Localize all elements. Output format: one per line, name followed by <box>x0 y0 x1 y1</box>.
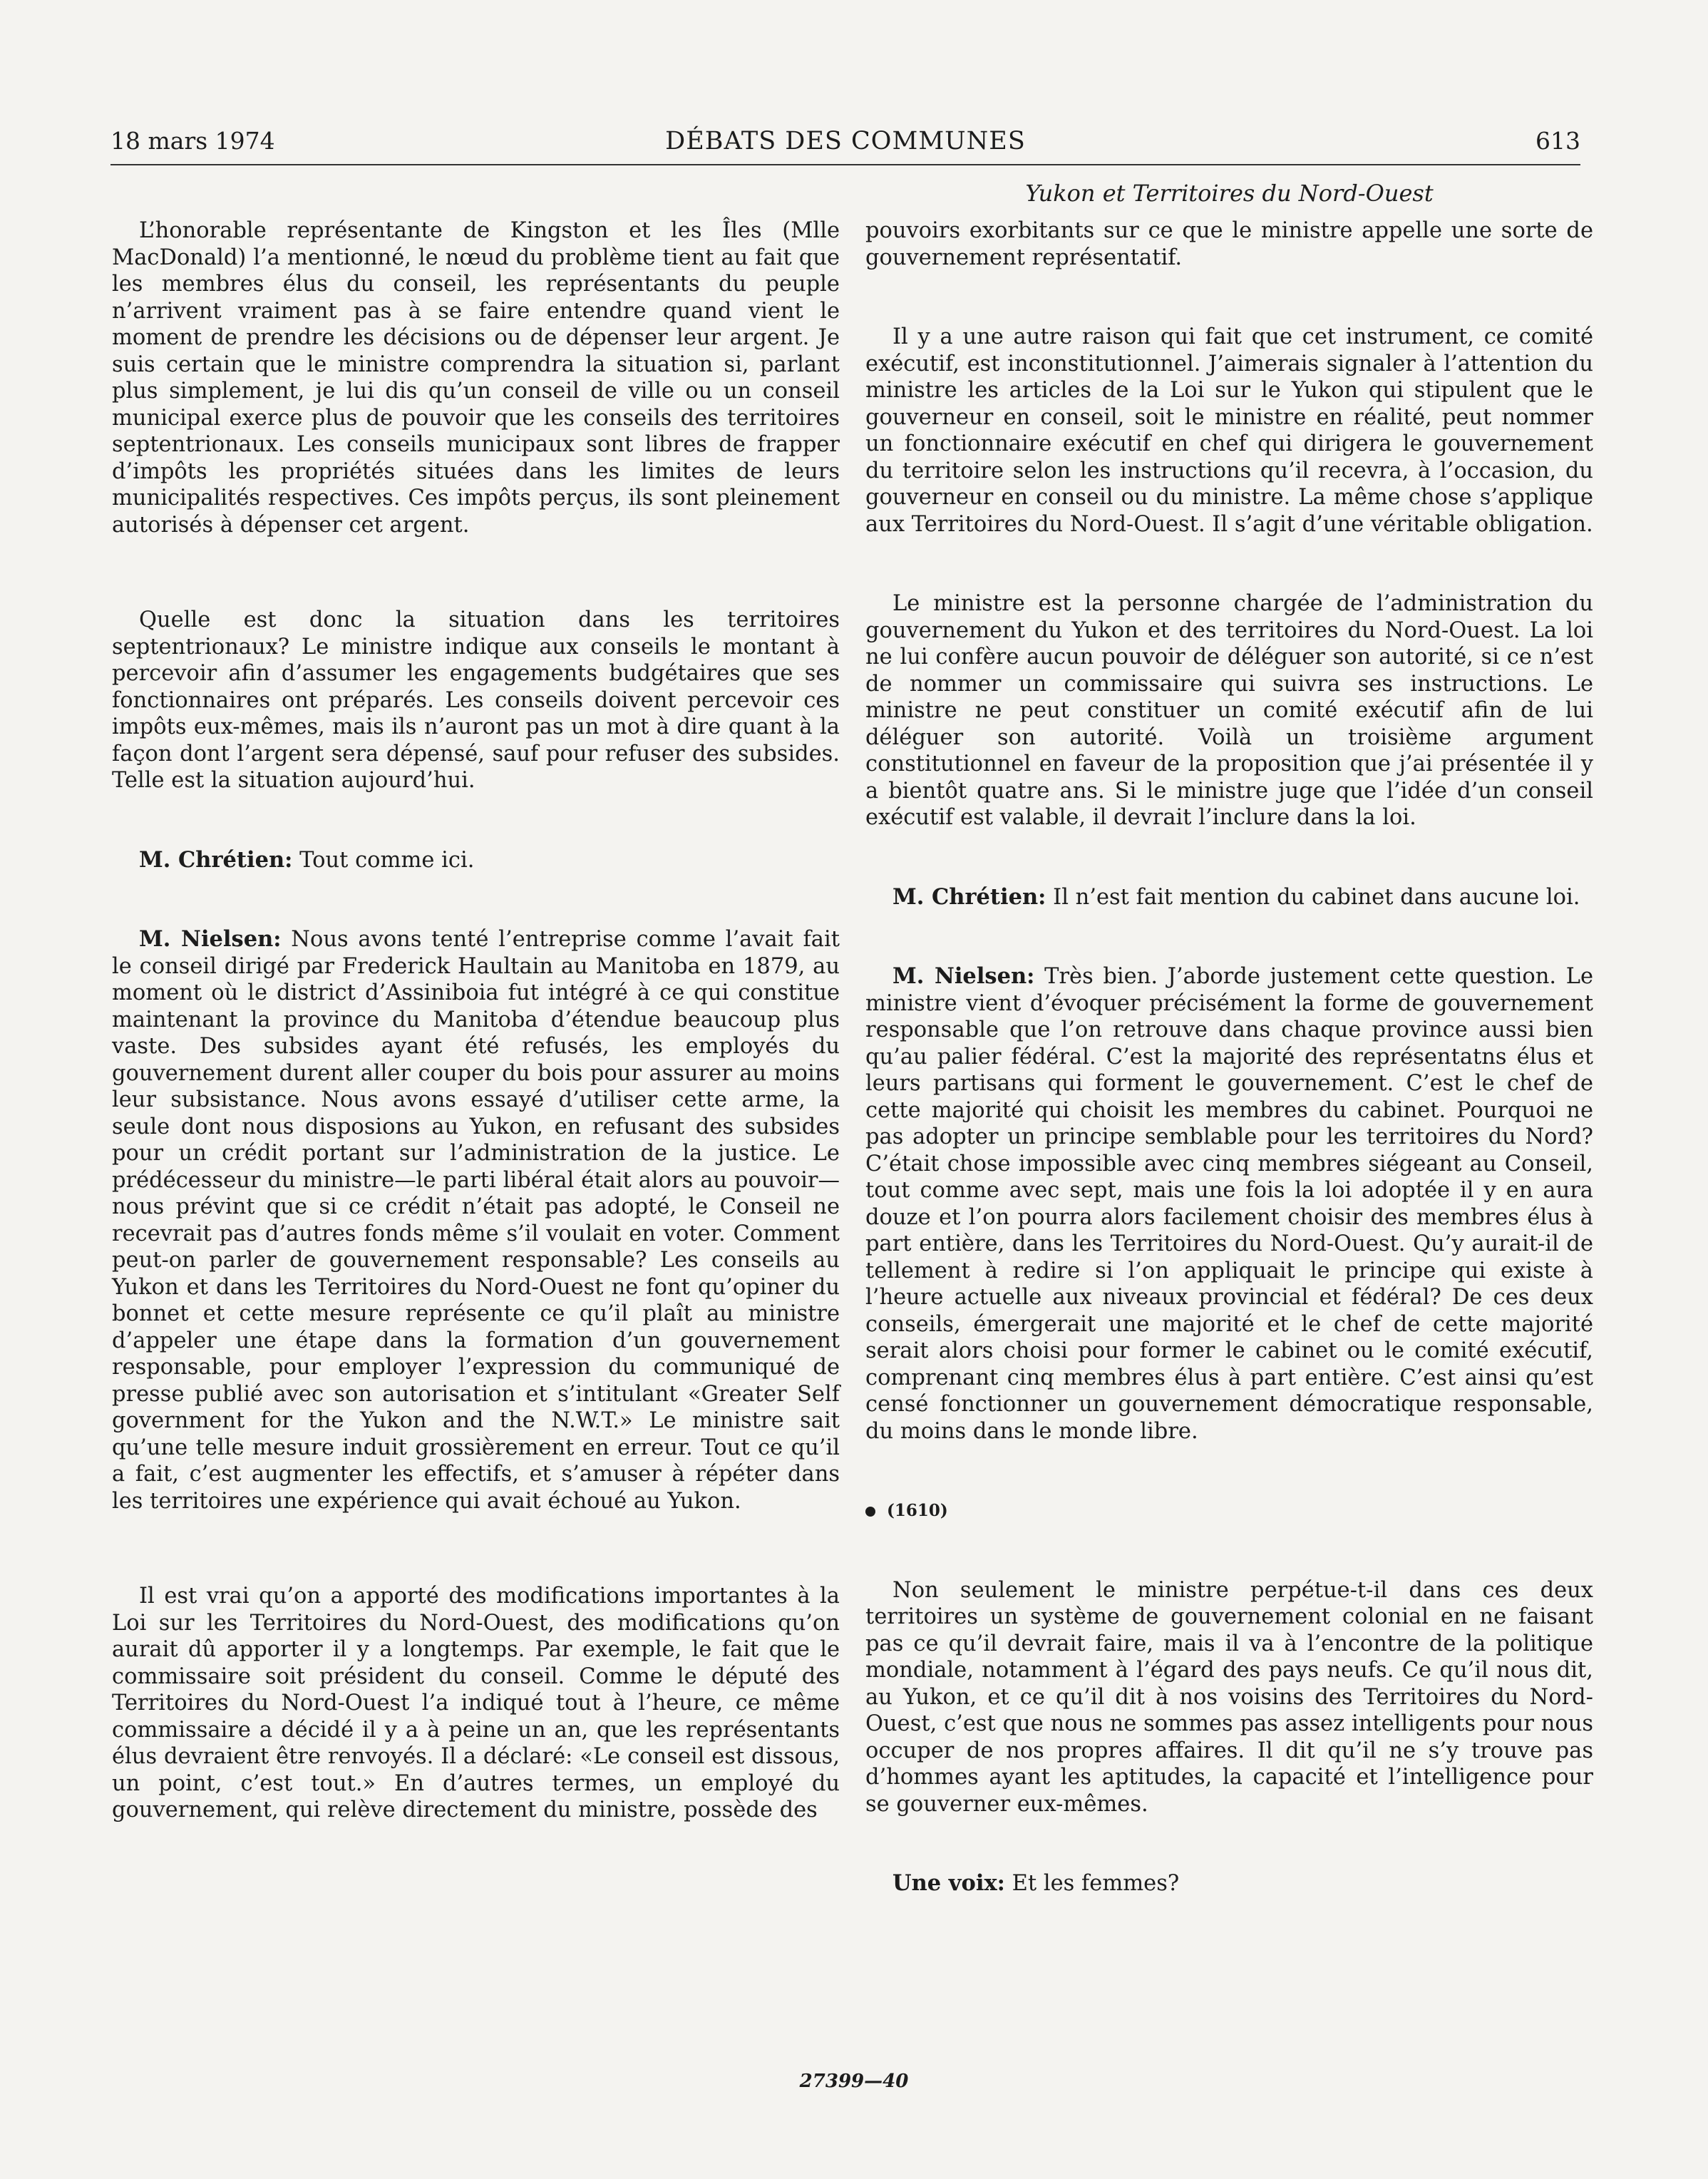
right-column <box>865 217 1593 1897</box>
speaker-name: Une voix: <box>892 1870 1005 1896</box>
header-date: 18 mars 1974 <box>110 127 275 155</box>
speech <box>865 963 1593 1445</box>
speaker-name: M. Nielsen: <box>892 963 1035 989</box>
page-header <box>110 123 1580 165</box>
paragraph: Quelle est donc la situation dans les territoires septentrionaux? Le ministre indique aux conseils le montant à percevoir afin d’assumer les engagements budgétaires que ses fonctionnaires ont préparés. Les conseils doivent percevoir ces impôts eux-mêmes, mais ils n’auront pas un mot à dire quant à la façon dont l’argent sera dépensé, sauf pour refuser des subsides. Telle est la situation aujourd’hui. <box>112 607 840 793</box>
time-marker-text: (1610) <box>887 1501 948 1520</box>
paragraph: Le ministre est la personne chargée de l’administration du gouvernement du Yukon et des territoires du Nord-Ouest. La loi ne lui confère aucun pouvoir de déléguer son autorité, si ce n’est de nommer un commissaire qui suivra ses instructions. Le ministre ne peut constituer un comité exécutif afin de lui déléguer son autorité. Voilà un troisième argument constitutionnel en faveur de la proposition que j’ai présentée il y a bientôt quatre ans. Si le ministre juge que l’idée d’un conseil exécutif est valable, il devrait l’inclure dans la loi. <box>865 591 1593 830</box>
header-page-number: 613 <box>1535 127 1580 155</box>
paragraph: pouvoirs exorbitants sur ce que le ministre appelle une sorte de gouvernement représentatif. <box>865 218 1593 270</box>
speech-text: Tout comme ici. <box>299 847 475 873</box>
speaker-name: M. Chrétien: <box>892 883 1046 910</box>
paragraph: L’honorable représentante de Kingston et les Îles (Mlle MacDonald) l’a mentionné, le nœud du problème tient au fait que les membres élus du conseil, les représentants du peuple n’arrivent vraiment pas à se faire entendre quand vient le moment de prendre les décisions ou de dépenser leur argent. Je suis certain que le ministre comprendra la situation si, parlant plus simplement, je lui dis qu’un conseil de ville ou un conseil municipal exerce plus de pouvoir que les conseils des territoires septentrionaux. Les conseils municipaux sont libres de frapper d’impôts les propriétés situées dans les limites de leurs municipalités respectives. Ces impôts perçus, ils sont pleinement autorisés à dépenser cet argent. <box>112 218 840 538</box>
speaker-name: M. Chrétien: <box>139 846 293 873</box>
speech <box>112 847 840 874</box>
speech <box>865 1870 1593 1897</box>
speech-text: Il n’est fait mention du cabinet dans aucune loi. <box>1053 884 1580 910</box>
speech <box>112 926 840 1514</box>
speaker-name: M. Nielsen: <box>139 926 282 952</box>
page-footer-code: 27399—40 <box>799 2071 909 2092</box>
paragraph: Il est vrai qu’on a apporté des modifications importantes à la Loi sur les Territoires du Nord-Ouest, des modifications qu’on aurait dû apporter il y a longtemps. Par exemple, le fait que le commissaire soit président du conseil. Comme le député des Territoires du Nord-Ouest l’a indiqué tout à l’heure, ce même commissaire a décidé il y a à peine un an, que les représentants élus devraient être renvoyés. Il a déclaré: «Le conseil est dissous, un point, c’est tout.» En d’autres termes, un employé du gouvernement, qui relève directement du ministre, possède des <box>112 1584 840 1822</box>
speech-text: Nous avons tenté l’entreprise comme l’avait fait le conseil dirigé par Frederick Haultain au Manitoba en 1879, au moment où le district d’Assiniboia fut intégré à ce qui constitue maintenant la province du Manitoba d’étendue beaucoup plus vaste. Des subsides ayant été refusés, les employés du gouvernement durent aller couper du bois pour assurer au moins leur subsistance. Nous avons essayé d’utiliser cette arme, la seule dont nous disposions au Yukon, en refusant des subsides pour un crédit portant sur l’administration de la justice. Le prédécesseur du ministre—le parti libéral était alors au pouvoir—nous prévint que si ce crédit n’était pas adopté, le Conseil ne recevrait pas d’autres fonds même s’il voulait en voter. Comment peut-on parler de gouvernement responsable? Les conseils au Yukon et dans les Territoires du Nord-Ouest ne font qu’opiner du bonnet et cette mesure représente ce qu’il plaît au ministre d’appeler une étape dans la formation d’un gouvernement responsable, pour employer l’expression du communiqué de presse publié avec son autorisation et s’intitulant «Greater Self government for the Yukon and the N.W.T.» Le ministre sait qu’une telle mesure induit grossièrement en erreur. Tout ce qu’il a fait, c’est augmenter les effectifs, et s’amuser à répéter dans les territoires une expérience qui avait échoué au Yukon. <box>112 927 840 1514</box>
section-subheading: Yukon et Territoires du Nord-Ouest <box>1025 180 1434 207</box>
header-title: DÉBATS DES COMMUNES <box>665 127 1026 155</box>
header-rule <box>110 164 1580 165</box>
time-marker <box>865 1497 1593 1524</box>
paragraph: Il y a une autre raison qui fait que cet instrument, ce comité exécutif, est inconstitutionnel. J’aimerais signaler à l’attention du ministre les articles de la Loi sur le Yukon qui stipulent que le gouverneur en conseil, soit le ministre en réalité, peut nommer un fonctionnaire exécutif en chef qui dirigera le gouvernement du territoire selon les instructions qu’il recevra, à l’occasion, du gouverneur en conseil ou du ministre. La même chose s’applique aux Territoires du Nord-Ouest. Il s’agit d’une véritable obligation. <box>865 324 1593 537</box>
paragraph: Non seulement le ministre perpétue-t-il dans ces deux territoires un système de gouvernement colonial en ne faisant pas ce qu’il devrait faire, mais il va à l’encontre de la politique mondiale, notamment à l’égard des pays neufs. Ce qu’il nous dit, au Yukon, et ce qu’il dit à nos voisins des Territoires du Nord-Ouest, c’est que nous ne sommes pas assez intelligents pour nous occuper de nos propres affaires. Il dit qu’il ne s’y trouve pas d’hommes ayant les aptitudes, la capacité et l’intelligence pour se gouverner eux-mêmes. <box>865 1577 1593 1817</box>
bullet-dot-icon <box>865 1507 875 1517</box>
speech <box>865 884 1593 911</box>
speech-text: Et les femmes? <box>1012 1871 1180 1896</box>
left-column <box>112 217 840 1824</box>
speech-text: Très bien. J’aborde justement cette question. Le ministre vient d’évoquer précisément la forme de gouvernement responsable que l’on retrouve dans chaque province aussi bien qu’au palier fédéral. C’est la majorité des représentatns élus et leurs partisans qui forment le gouvernement. C’est le chef de cette majorité qui choisit les membres du cabinet. Pourquoi ne pas adopter un principe semblable pour les territoires du Nord? C’était chose impossible avec cinq membres siégeant au Conseil, tout comme avec sept, mais une fois la loi adoptée il y en aura douze et l’on pourra alors facilement choisir des membres élus à part entière, dans les Territoires du Nord-Ouest. Qu’y aurait-il de tellement à redire si l’on appliquait le principe qui existe à l’heure actuelle aux niveaux provincial et fédéral? De ces deux conseils, émergerait une majorité et le chef de cette majorité serait alors choisi pour former le cabinet ou le comité exécutif, comprenant cinq membres élus à part entière. C’est ainsi qu’est censé fonctionner un gouvernement démocratique responsable, du moins dans le monde libre. <box>865 964 1594 1444</box>
